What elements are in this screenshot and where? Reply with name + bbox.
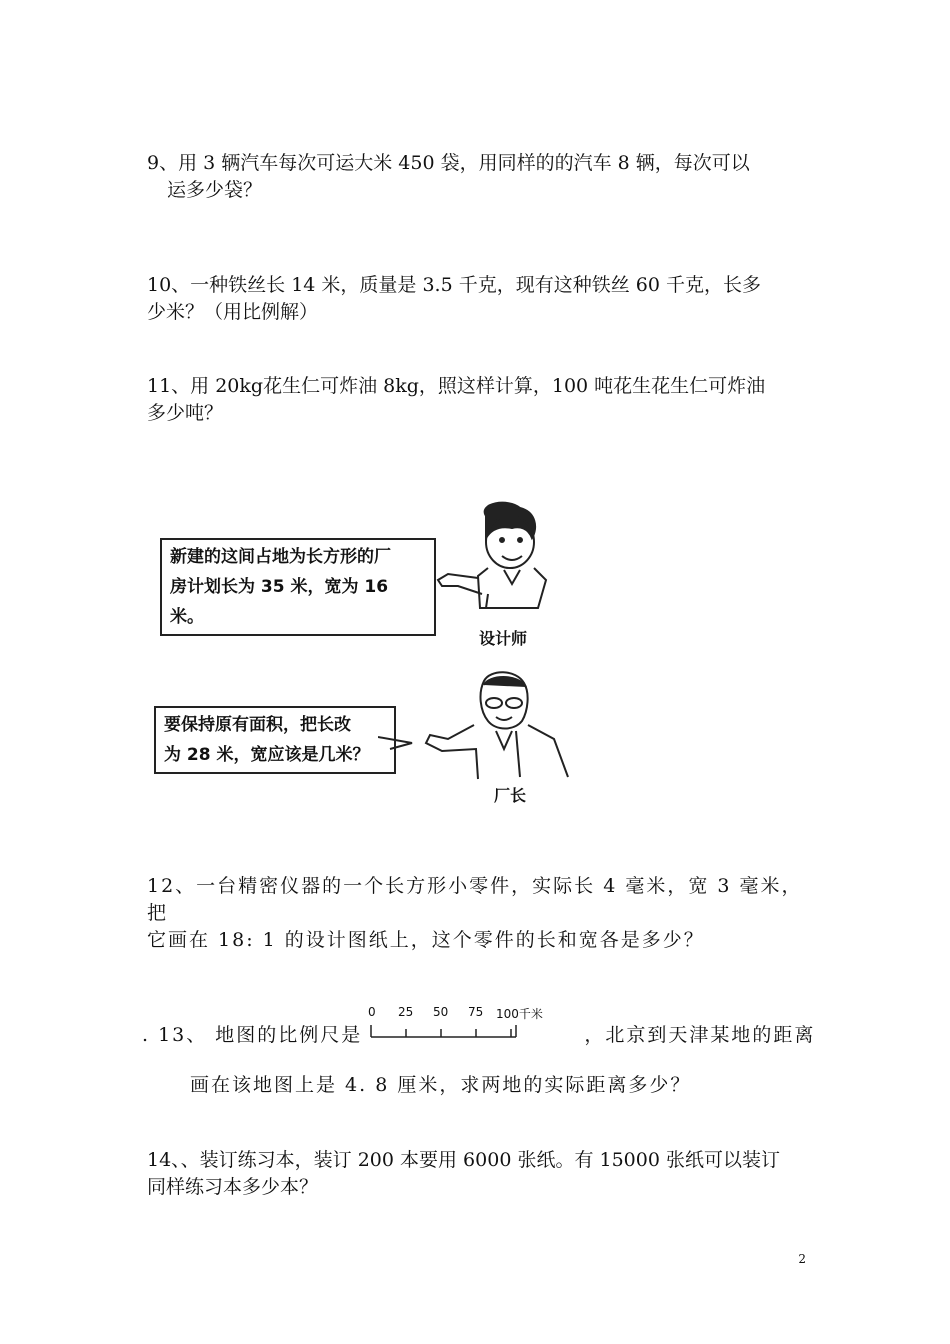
director-figure-icon — [378, 665, 588, 783]
question-14-line1: 14、、装订练习本，装订 200 本要用 6000 张纸。有 15000 张纸可以装订 — [147, 1149, 780, 1171]
designer-speech-line2: 房计划长为 35 米，宽为 16 米。 — [170, 577, 389, 627]
director-speech-line2: 为 28 米，宽应该是几米？ — [164, 745, 370, 765]
question-14 — [147, 1147, 817, 1201]
question-9 — [147, 150, 817, 204]
question-13-suffix: ，北京到天津某地的距离 — [584, 1024, 816, 1046]
scale-label-100: 100千米 — [496, 1007, 543, 1021]
question-12-line1: 12、一台精密仪器的一个长方形小零件，实际长 4 毫米，宽 3 毫米，把 — [147, 875, 803, 924]
scale-label-75: 75 — [468, 1005, 484, 1019]
designer-speech-line1: 新建的这间占地为长方形的厂 — [170, 547, 391, 567]
question-10 — [147, 272, 817, 326]
question-12-line2: 它画在 18: 1 的设计图纸上，这个零件的长和宽各是多少？ — [147, 929, 705, 951]
scale-label-25: 25 — [398, 1005, 414, 1019]
question-11 — [147, 373, 817, 427]
designer-figure-icon — [428, 498, 558, 628]
question-12 — [147, 873, 817, 954]
question-13-prefix: . 13、 地图的比例尺是 — [142, 1024, 363, 1046]
director-speech-line1: 要保持原有面积，把长改 — [164, 715, 351, 735]
question-10-line2: 少米？（用比例解） — [147, 301, 319, 323]
question-13-line2: 画在该地图上是 4. 8 厘米，求两地的实际距离多少？ — [190, 1074, 692, 1096]
question-9-line2: 运多少袋？ — [167, 179, 263, 201]
designer-speech-bubble — [160, 538, 436, 636]
question-9-line1: 9、用 3 辆汽车每次可运大米 450 袋，用同样的的汽车 8 辆，每次可以 — [147, 152, 750, 174]
scale-label-0: 0 — [368, 1005, 376, 1019]
question-11-line2: 多少吨？ — [147, 402, 224, 424]
question-13-line2-wrap — [190, 1072, 810, 1099]
director-caption: 厂长 — [494, 786, 527, 805]
page-number: 2 — [798, 1252, 806, 1266]
question-11-line1: 11、用 20kg花生仁可炸油 8kg，照这样计算，100 吨花生花生仁可炸油 — [147, 375, 766, 397]
question-10-line1: 10、一种铁丝长 14 米，质量是 3.5 千克，现有这种铁丝 60 千克，长多 — [147, 274, 761, 296]
scale-ruler-icon — [370, 1023, 520, 1041]
director-speech-bubble — [154, 706, 396, 774]
question-14-line2: 同样练习本多少本？ — [147, 1176, 319, 1198]
designer-caption: 设计师 — [479, 629, 528, 648]
scale-label-50: 50 — [433, 1005, 449, 1019]
